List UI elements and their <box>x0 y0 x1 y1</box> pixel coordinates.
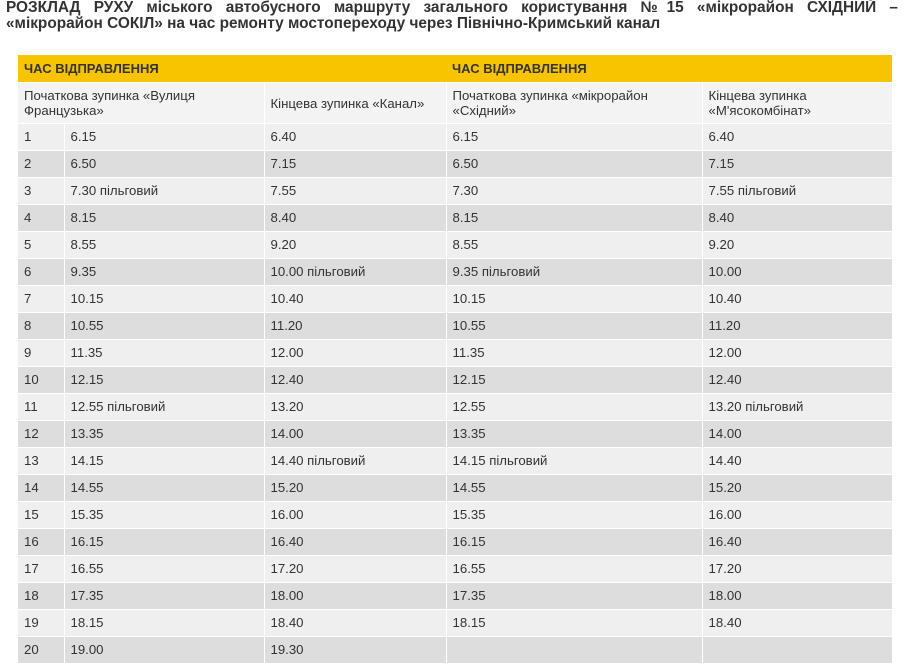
depart-frantsuzka-cell: 10.55 <box>64 313 264 340</box>
trip-number-cell: 17 <box>18 556 64 583</box>
depart-frantsuzka-cell: 17.35 <box>64 583 264 610</box>
table-row <box>18 340 892 367</box>
depart-skhidnyi-cell: 16.55 <box>446 556 702 583</box>
arrive-kanal-cell: 19.30 <box>264 637 446 664</box>
depart-skhidnyi-cell: 14.55 <box>446 475 702 502</box>
arrive-kanal-cell: 11.20 <box>264 313 446 340</box>
table-row <box>18 502 892 529</box>
table-row <box>18 394 892 421</box>
table-row <box>18 637 892 664</box>
depart-frantsuzka-cell: 16.55 <box>64 556 264 583</box>
arrive-kanal-cell: 8.40 <box>264 205 446 232</box>
band-left: ЧАС ВІДПРАВЛЕННЯ <box>18 55 446 83</box>
table-row <box>18 205 892 232</box>
depart-skhidnyi-cell <box>446 637 702 664</box>
arrive-miasokombinat-cell: 6.40 <box>702 124 892 151</box>
arrive-kanal-cell: 18.40 <box>264 610 446 637</box>
arrive-miasokombinat-cell: 17.20 <box>702 556 892 583</box>
trip-number-cell: 16 <box>18 529 64 556</box>
trip-number-cell: 15 <box>18 502 64 529</box>
table-row <box>18 259 892 286</box>
depart-skhidnyi-cell: 9.35 пільговий <box>446 259 702 286</box>
depart-frantsuzka-cell: 14.55 <box>64 475 264 502</box>
arrive-miasokombinat-cell: 7.55 пільговий <box>702 178 892 205</box>
depart-skhidnyi-cell: 10.55 <box>446 313 702 340</box>
arrive-kanal-cell: 12.00 <box>264 340 446 367</box>
depart-skhidnyi-cell: 12.15 <box>446 367 702 394</box>
depart-skhidnyi-cell: 13.35 <box>446 421 702 448</box>
arrive-miasokombinat-cell: 11.20 <box>702 313 892 340</box>
arrive-kanal-cell: 10.40 <box>264 286 446 313</box>
depart-frantsuzka-cell: 8.55 <box>64 232 264 259</box>
depart-frantsuzka-cell: 7.30 пільговий <box>64 178 264 205</box>
arrive-kanal-cell: 17.20 <box>264 556 446 583</box>
arrive-miasokombinat-cell: 12.00 <box>702 340 892 367</box>
depart-frantsuzka-cell: 15.35 <box>64 502 264 529</box>
trip-number-cell: 13 <box>18 448 64 475</box>
depart-skhidnyi-cell: 7.30 <box>446 178 702 205</box>
table-row <box>18 367 892 394</box>
depart-skhidnyi-cell: 18.15 <box>446 610 702 637</box>
depart-frantsuzka-cell: 12.55 пільговий <box>64 394 264 421</box>
arrive-miasokombinat-cell: 10.40 <box>702 286 892 313</box>
arrive-kanal-cell: 15.20 <box>264 475 446 502</box>
band-right: ЧАС ВІДПРАВЛЕННЯ <box>446 55 892 83</box>
header-start-skhidnyi: Початкова зупинка «мікрорайон «Східний» <box>446 83 702 124</box>
table-row <box>18 421 892 448</box>
trip-number-cell: 11 <box>18 394 64 421</box>
arrive-miasokombinat-cell: 14.00 <box>702 421 892 448</box>
table-row <box>18 313 892 340</box>
schedule-title: РОЗКЛАД РУХУ міського автобусного маршруту загального користування №15 «мікрорайон СХІДНИЙ – «мікрорайон СОКІЛ» на час ремонту мостопереходу через Північно-Кримський канал <box>6 0 898 32</box>
arrive-miasokombinat-cell: 18.00 <box>702 583 892 610</box>
table-row <box>18 556 892 583</box>
arrive-miasokombinat-cell: 12.40 <box>702 367 892 394</box>
trip-number-cell: 20 <box>18 637 64 664</box>
depart-skhidnyi-cell: 16.15 <box>446 529 702 556</box>
header-end-kanal: Кінцева зупинка «Канал» <box>264 83 446 124</box>
trip-number-cell: 4 <box>18 205 64 232</box>
trip-number-cell: 5 <box>18 232 64 259</box>
depart-skhidnyi-cell: 8.55 <box>446 232 702 259</box>
depart-frantsuzka-cell: 18.15 <box>64 610 264 637</box>
trip-number-cell: 1 <box>18 124 64 151</box>
trip-number-cell: 14 <box>18 475 64 502</box>
table-row <box>18 151 892 178</box>
arrive-kanal-cell: 9.20 <box>264 232 446 259</box>
depart-frantsuzka-cell: 8.15 <box>64 205 264 232</box>
header-start-frantsuzka: Початкова зупинка «Вулиця Французька» <box>18 83 264 124</box>
arrive-miasokombinat-cell: 15.20 <box>702 475 892 502</box>
depart-frantsuzka-cell: 6.15 <box>64 124 264 151</box>
trip-number-cell: 18 <box>18 583 64 610</box>
arrive-miasokombinat-cell: 10.00 <box>702 259 892 286</box>
arrive-kanal-cell: 14.40 пільговий <box>264 448 446 475</box>
trip-number-cell: 3 <box>18 178 64 205</box>
arrive-miasokombinat-cell: 16.40 <box>702 529 892 556</box>
depart-frantsuzka-cell: 12.15 <box>64 367 264 394</box>
depart-frantsuzka-cell: 16.15 <box>64 529 264 556</box>
trip-number-cell: 19 <box>18 610 64 637</box>
depart-skhidnyi-cell: 6.50 <box>446 151 702 178</box>
table-row <box>18 448 892 475</box>
table-row <box>18 529 892 556</box>
arrive-miasokombinat-cell: 18.40 <box>702 610 892 637</box>
table-row <box>18 475 892 502</box>
depart-frantsuzka-cell: 10.15 <box>64 286 264 313</box>
column-headers <box>18 83 892 124</box>
trip-number-cell: 10 <box>18 367 64 394</box>
arrive-miasokombinat-cell: 13.20 пільговий <box>702 394 892 421</box>
trip-number-cell: 7 <box>18 286 64 313</box>
arrive-miasokombinat-cell: 7.15 <box>702 151 892 178</box>
depart-frantsuzka-cell: 14.15 <box>64 448 264 475</box>
depart-skhidnyi-cell: 15.35 <box>446 502 702 529</box>
schedule-table <box>18 55 893 664</box>
trip-number-cell: 9 <box>18 340 64 367</box>
arrive-kanal-cell: 10.00 пільговий <box>264 259 446 286</box>
arrive-kanal-cell: 6.40 <box>264 124 446 151</box>
depart-skhidnyi-cell: 10.15 <box>446 286 702 313</box>
depart-skhidnyi-cell: 11.35 <box>446 340 702 367</box>
arrive-kanal-cell: 16.40 <box>264 529 446 556</box>
arrive-kanal-cell: 14.00 <box>264 421 446 448</box>
table-row <box>18 286 892 313</box>
table-row <box>18 178 892 205</box>
arrive-miasokombinat-cell: 14.40 <box>702 448 892 475</box>
arrive-miasokombinat-cell <box>702 637 892 664</box>
depart-frantsuzka-cell: 13.35 <box>64 421 264 448</box>
arrive-miasokombinat-cell: 8.40 <box>702 205 892 232</box>
arrive-kanal-cell: 7.15 <box>264 151 446 178</box>
table-row <box>18 232 892 259</box>
arrive-kanal-cell: 7.55 <box>264 178 446 205</box>
arrive-kanal-cell: 13.20 <box>264 394 446 421</box>
trip-number-cell: 12 <box>18 421 64 448</box>
arrive-miasokombinat-cell: 16.00 <box>702 502 892 529</box>
table-row <box>18 583 892 610</box>
trip-number-cell: 2 <box>18 151 64 178</box>
depart-frantsuzka-cell: 9.35 <box>64 259 264 286</box>
depart-skhidnyi-cell: 6.15 <box>446 124 702 151</box>
arrive-kanal-cell: 12.40 <box>264 367 446 394</box>
depart-frantsuzka-cell: 6.50 <box>64 151 264 178</box>
depart-frantsuzka-cell: 11.35 <box>64 340 264 367</box>
departure-time-band <box>18 55 892 83</box>
table-row <box>18 610 892 637</box>
arrive-kanal-cell: 16.00 <box>264 502 446 529</box>
arrive-kanal-cell: 18.00 <box>264 583 446 610</box>
table-row <box>18 124 892 151</box>
depart-skhidnyi-cell: 14.15 пільговий <box>446 448 702 475</box>
depart-skhidnyi-cell: 12.55 <box>446 394 702 421</box>
arrive-miasokombinat-cell: 9.20 <box>702 232 892 259</box>
depart-frantsuzka-cell: 19.00 <box>64 637 264 664</box>
header-end-miasokombinat: Кінцева зупинка «М'ясокомбінат» <box>702 83 892 124</box>
depart-skhidnyi-cell: 17.35 <box>446 583 702 610</box>
trip-number-cell: 8 <box>18 313 64 340</box>
trip-number-cell: 6 <box>18 259 64 286</box>
depart-skhidnyi-cell: 8.15 <box>446 205 702 232</box>
